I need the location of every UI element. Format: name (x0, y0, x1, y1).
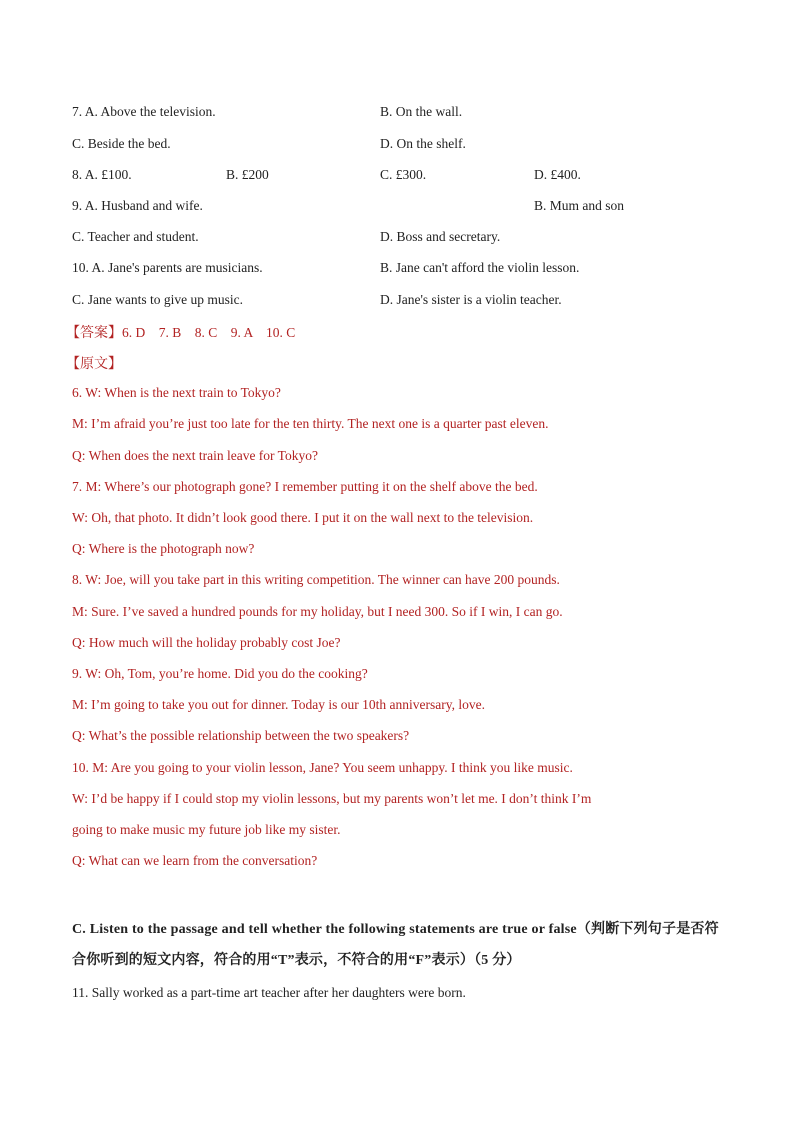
transcript-line: M: I’m going to take you out for dinner. Today is our 10th anniversary, love. (72, 697, 485, 712)
q7-option-d: D. On the shelf. (380, 136, 466, 151)
transcript-line: 7. M: Where’s our photograph gone? I remember putting it on the shelf above the bed. (72, 479, 538, 494)
q8-option-b: B. £200 (226, 167, 269, 182)
q10-option-c: C. Jane wants to give up music. (72, 292, 243, 307)
transcript-line: 10. M: Are you going to your violin lesson, Jane? You seem unhappy. I think you like music. (72, 760, 573, 775)
q10-option-b: B. Jane can't afford the violin lesson. (380, 260, 580, 275)
q9-option-b: B. Mum and son (534, 198, 625, 213)
transcript-line: Q: How much will the holiday probably cost Joe? (72, 635, 341, 650)
transcript-line: W: I’d be happy if I could stop my violin lessons, but my parents won’t let me. I don’t think I’m (72, 791, 592, 806)
q8-option-c: C. £300. (380, 167, 427, 182)
q7-option-a: 7. A. Above the television. (72, 104, 216, 119)
transcript-line: Q: When does the next train leave for Tokyo? (72, 448, 318, 463)
q9-option-c: C. Teacher and student. (72, 229, 199, 244)
q11-statement: 11. Sally worked as a part-time art teacher after her daughters were born. (72, 985, 466, 1000)
transcript-line: Q: What can we learn from the conversation? (72, 853, 318, 868)
answer-text: 6. D 7. B 8. C 9. A 10. C (122, 325, 296, 340)
transcript-line: 9. W: Oh, Tom, you’re home. Did you do the cooking? (72, 666, 368, 681)
transcript-line: Q: Where is the photograph now? (72, 541, 255, 556)
transcript-line: 8. W: Joe, will you take part in this writing competition. The winner can have 200 pounds. (72, 572, 560, 587)
transcript-line: Q: What’s the possible relationship between the two speakers? (72, 728, 410, 743)
transcript-line: M: I’m afraid you’re just too late for the ten thirty. The next one is a quarter past eleven. (72, 416, 549, 431)
transcript-line: W: Oh, that photo. It didn’t look good there. I put it on the wall next to the television. (72, 510, 534, 525)
answer-line (66, 322, 295, 342)
transcript-label: 【原文】 (66, 356, 122, 372)
q9-option-d: D. Boss and secretary. (380, 229, 501, 244)
answer-label: 【答案】 (66, 325, 122, 341)
transcript-line: going to make music my future job like my sister. (72, 822, 341, 837)
q8-option-d: D. £400. (534, 167, 581, 182)
q10-option-a: 10. A. Jane's parents are musicians. (72, 260, 263, 275)
q7-option-c: C. Beside the bed. (72, 136, 171, 151)
q7-option-b: B. On the wall. (380, 104, 463, 119)
transcript-line: 6. W: When is the next train to Tokyo? (72, 385, 281, 400)
section-c-heading: C. Listen to the passage and tell whether the following statements are true or false（判断下列句子是否符合你听到的短文内容，符合的用“T”表示，不符合的用“F”表示）（5 分） (72, 922, 719, 968)
transcript-line: M: Sure. I’ve saved a hundred pounds for my holiday, but I need 300. So if I win, I can go. (72, 604, 563, 619)
q8-option-a: 8. A. £100. (72, 167, 132, 182)
q10-option-d: D. Jane's sister is a violin teacher. (380, 292, 562, 307)
q9-option-a: 9. A. Husband and wife. (72, 198, 203, 213)
